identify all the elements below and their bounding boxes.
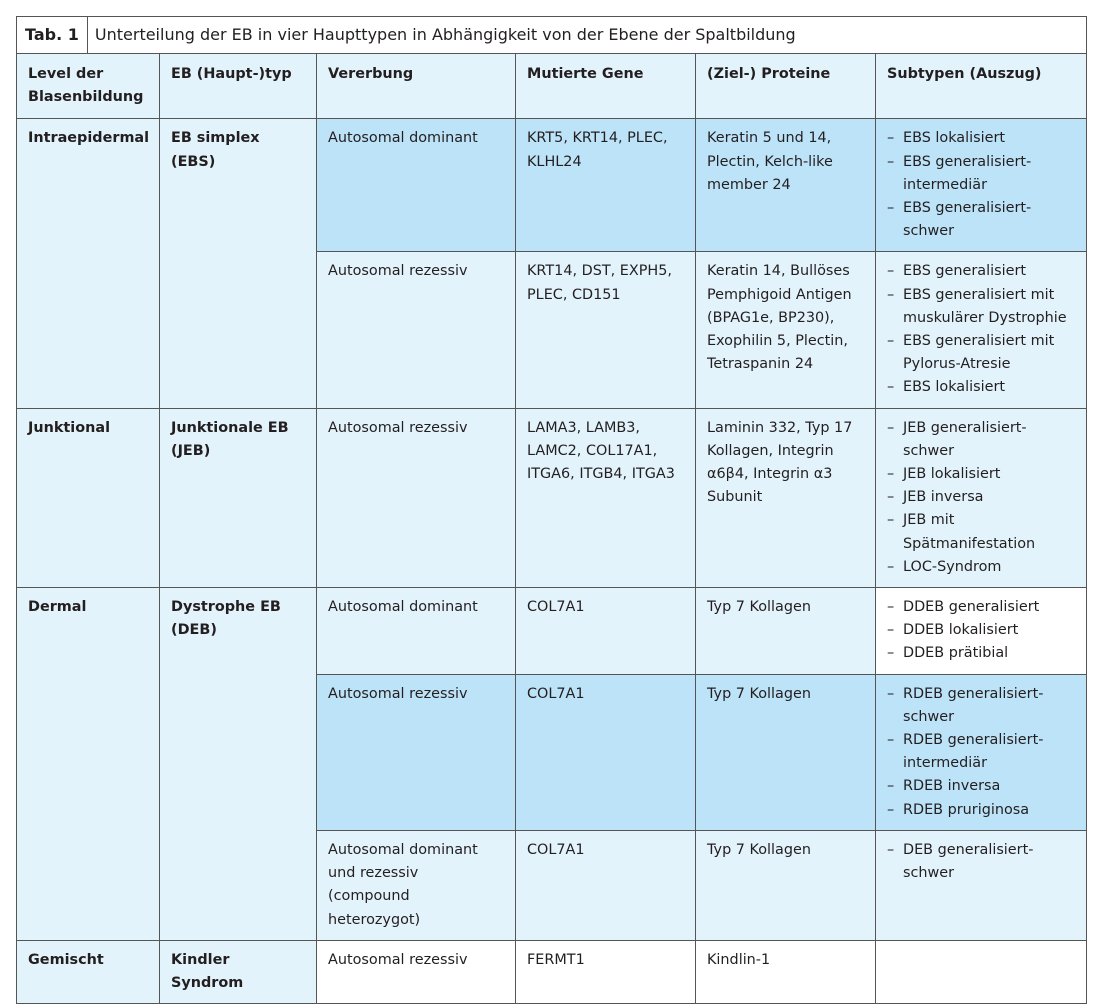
table-container — [16, 16, 1086, 1004]
subtype-item: – EBS generalisiert mit Pylorus-Atresie — [887, 330, 1075, 376]
table-body — [17, 119, 1087, 1004]
table-caption: Unterteilung der EB in vier Haupttypen in Abhängigkeit von der Ebene der Spaltbildung — [94, 25, 796, 44]
subtype-list — [887, 683, 1075, 822]
subtype-item: – RDEB generalisiert-intermediär — [887, 729, 1075, 775]
eb-types-table — [16, 16, 1087, 1004]
header-proteins: (Ziel-) Proteine — [696, 54, 876, 119]
cell-level: Intraepidermal — [17, 119, 160, 408]
cell-type: Kindler Syndrom — [160, 940, 317, 1003]
cell-subtypes — [876, 940, 1087, 1003]
cell-genes: COL7A1 — [516, 830, 696, 940]
cell-genes: FERMT1 — [516, 940, 696, 1003]
cell-proteins: Kindlin-1 — [696, 940, 876, 1003]
cell-subtypes — [876, 830, 1087, 940]
subtype-item: – JEB mit Spätmanifestation — [887, 509, 1075, 555]
header-type: EB (Haupt-)typ — [160, 54, 317, 119]
cell-inheritance: Autosomal dominant — [317, 119, 516, 252]
subtype-list — [887, 839, 1075, 885]
subtype-list — [887, 127, 1075, 243]
subtype-item: – EBS lokalisiert — [887, 376, 1075, 399]
subtype-item: – JEB lokalisiert — [887, 463, 1075, 486]
cell-inheritance: Autosomal rezessiv — [317, 674, 516, 830]
cell-type: EB simplex (EBS) — [160, 119, 317, 408]
cell-inheritance: Autosomal rezessiv — [317, 252, 516, 408]
table-row — [17, 408, 1087, 587]
cell-inheritance: Autosomal dominant und rezessiv (compound heterozygot) — [317, 830, 516, 940]
subtype-list — [887, 417, 1075, 579]
cell-inheritance: Autosomal rezessiv — [317, 940, 516, 1003]
header-genes: Mutierte Gene — [516, 54, 696, 119]
cell-level: Junktional — [17, 408, 160, 587]
cell-type: Junktionale EB (JEB) — [160, 408, 317, 587]
cell-subtypes — [876, 408, 1087, 587]
cell-genes: KRT14, DST, EXPH5, PLEC, CD151 — [516, 252, 696, 408]
cell-genes: COL7A1 — [516, 588, 696, 675]
cell-genes: COL7A1 — [516, 674, 696, 830]
header-inheritance: Vererbung — [317, 54, 516, 119]
subtype-item: – EBS generalisiert — [887, 260, 1075, 283]
cell-inheritance: Autosomal rezessiv — [317, 408, 516, 587]
subtype-item: – DEB generalisiert-schwer — [887, 839, 1075, 885]
cell-type: Dystrophe EB (DEB) — [160, 588, 317, 941]
caption-row — [17, 17, 1087, 54]
cell-subtypes — [876, 252, 1087, 408]
subtype-item: – EBS lokalisiert — [887, 127, 1075, 150]
cell-subtypes — [876, 119, 1087, 252]
header-level: Level der Blasenbildung — [17, 54, 160, 119]
subtype-item: – LOC-Syndrom — [887, 556, 1075, 579]
cell-proteins: Typ 7 Kollagen — [696, 588, 876, 675]
cell-genes: LAMA3, LAMB3, LAMC2, COL17A1, ITGA6, ITGB4, ITGA3 — [516, 408, 696, 587]
table-row — [17, 588, 1087, 675]
cell-proteins: Laminin 332, Typ 17 Kollagen, Integrin α6β4, Integrin α3 Subunit — [696, 408, 876, 587]
subtype-list — [887, 260, 1075, 399]
subtype-item: – EBS generalisiert-schwer — [887, 197, 1075, 243]
table-label: Tab. 1 — [17, 17, 88, 53]
subtype-item: – RDEB inversa — [887, 775, 1075, 798]
cell-genes: KRT5, KRT14, PLEC, KLHL24 — [516, 119, 696, 252]
cell-level: Dermal — [17, 588, 160, 941]
header-subtypes: Subtypen (Auszug) — [876, 54, 1087, 119]
subtype-item: – DDEB generalisiert — [887, 596, 1075, 619]
table-row — [17, 119, 1087, 252]
subtype-item: – JEB inversa — [887, 486, 1075, 509]
subtype-item: – EBS generalisiert mit muskulärer Dystrophie — [887, 284, 1075, 330]
cell-subtypes — [876, 674, 1087, 830]
cell-inheritance: Autosomal dominant — [317, 588, 516, 675]
subtype-item: – EBS generalisiert-intermediär — [887, 151, 1075, 197]
subtype-item: – RDEB pruriginosa — [887, 799, 1075, 822]
subtype-item: – JEB generalisiert-schwer — [887, 417, 1075, 463]
cell-proteins: Keratin 14, Bullöses Pemphigoid Antigen (BPAG1e, BP230), Exophilin 5, Plectin, Tetraspanin 24 — [696, 252, 876, 408]
cell-proteins: Keratin 5 und 14, Plectin, Kelch-like member 24 — [696, 119, 876, 252]
cell-level: Gemischt — [17, 940, 160, 1003]
subtype-item: – DDEB prätibial — [887, 642, 1075, 665]
caption-cell — [17, 17, 1087, 54]
subtype-item: – DDEB lokalisiert — [887, 619, 1075, 642]
table-row — [17, 940, 1087, 1003]
subtype-list — [887, 596, 1075, 666]
cell-proteins: Typ 7 Kollagen — [696, 830, 876, 940]
subtype-item: – RDEB generalisiert-schwer — [887, 683, 1075, 729]
cell-proteins: Typ 7 Kollagen — [696, 674, 876, 830]
cell-subtypes — [876, 588, 1087, 675]
header-row — [17, 54, 1087, 119]
